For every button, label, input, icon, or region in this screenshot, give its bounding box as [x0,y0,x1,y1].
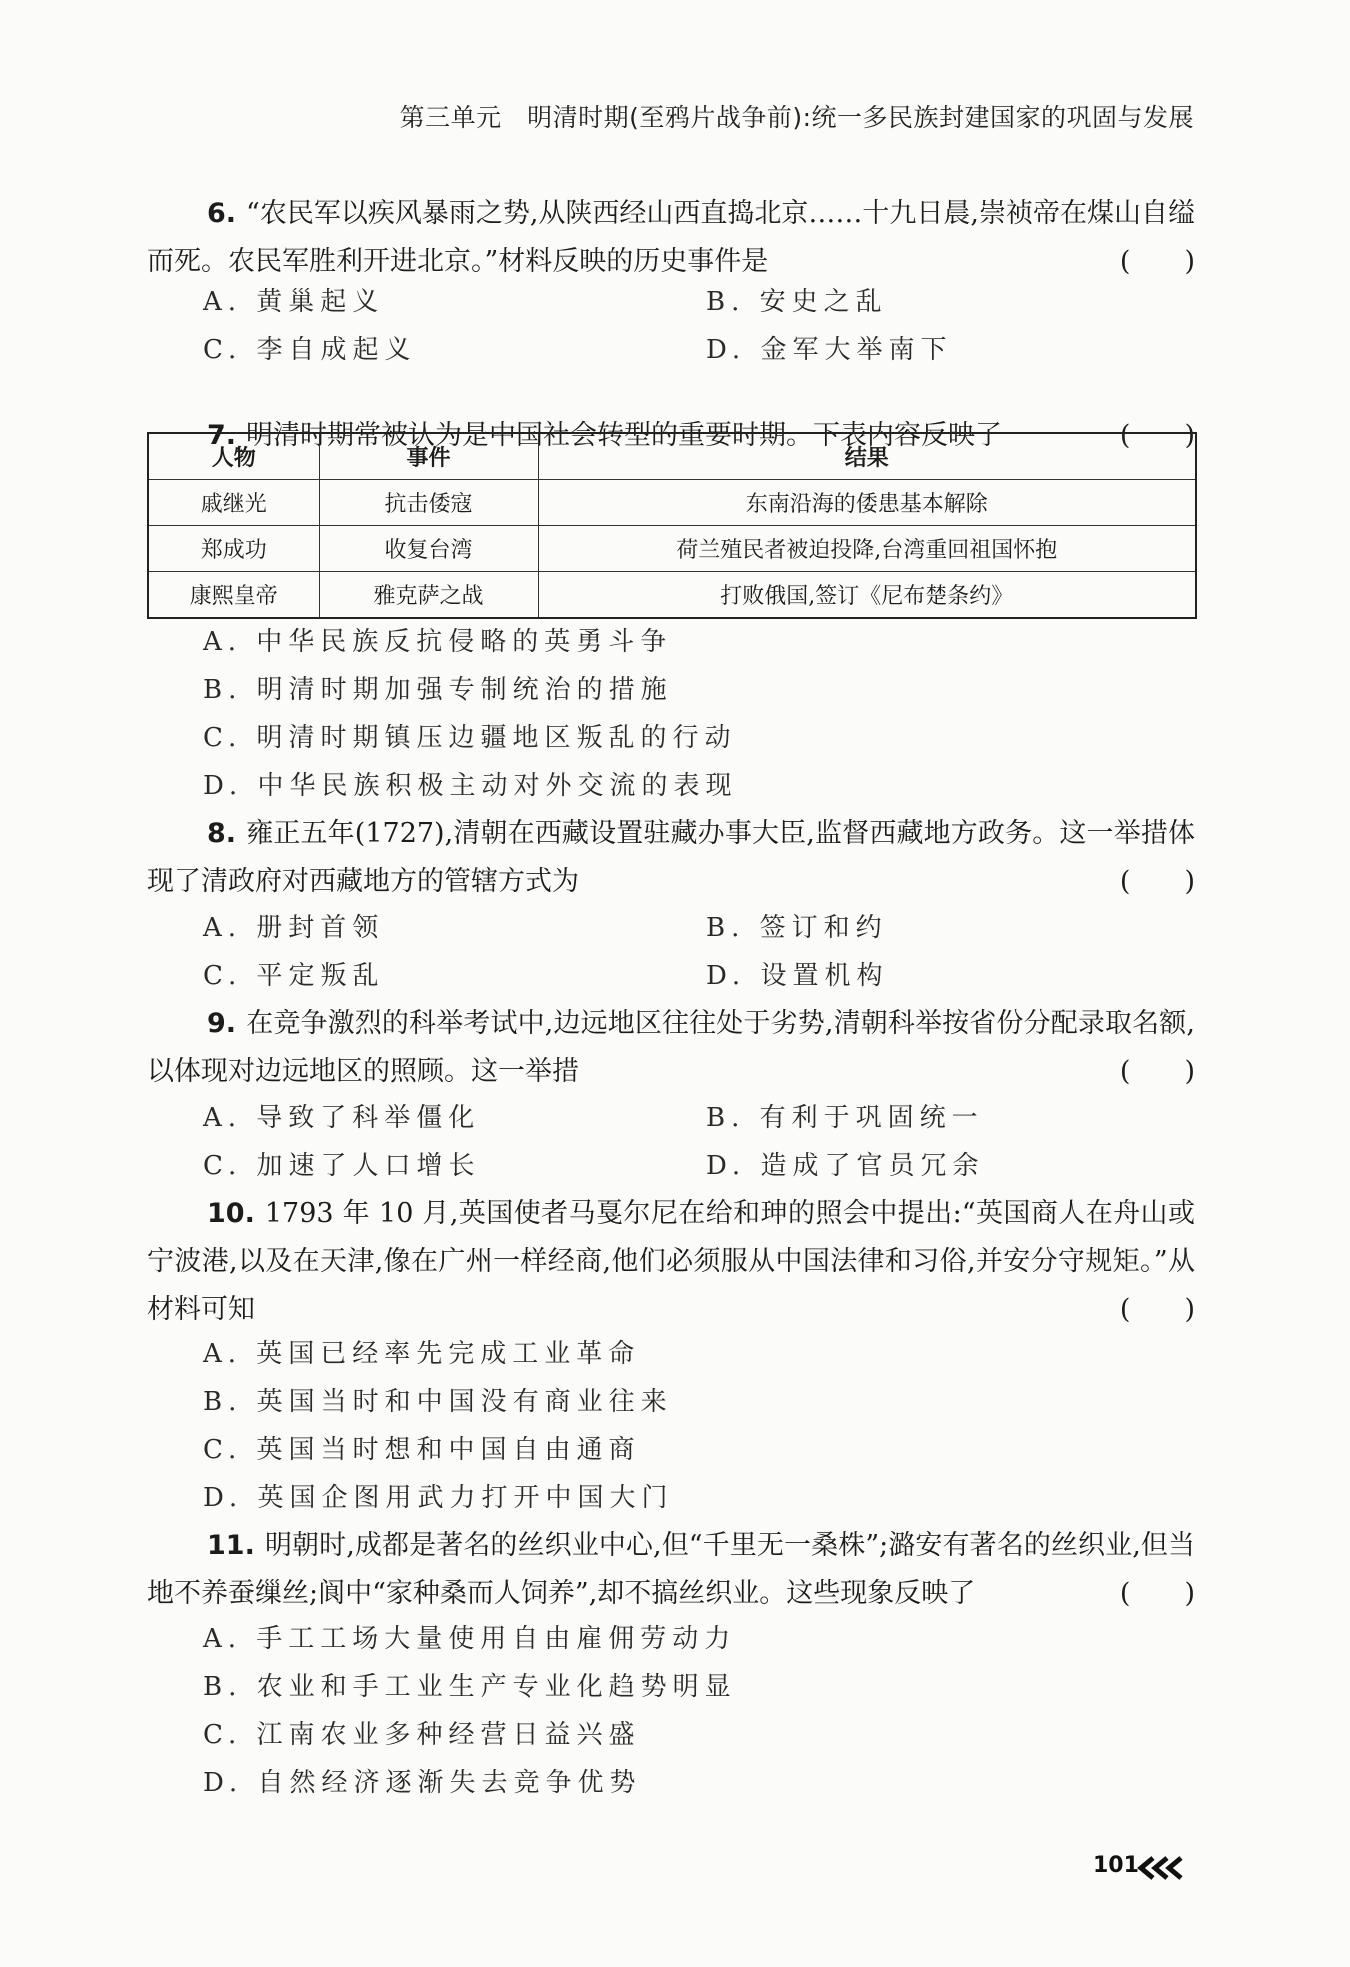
option-a: A. 册封首领 [203,913,385,943]
option-d: D. 中华民族积极主动对外交流的表现 [203,771,738,801]
table-cell: 东南沿海的倭患基本解除 [538,480,1196,526]
option-c: C. 明清时期镇压边疆地区叛乱的行动 [203,723,737,753]
table-header: 事件 [319,433,538,480]
question-number: 11. [207,1530,255,1561]
table-cell: 康熙皇帝 [148,572,319,619]
option-a: A. 中华民族反抗侵略的英勇斗争 [203,627,673,657]
option-a: A. 导致了科举僵化 [203,1103,481,1133]
question-text: 明朝时,成都是著名的丝织业中心,但“千里无一桑株”;潞安有著名的丝织业,但当地不养蚕缫丝;阆中“家种桑而人饲养”,却不搞丝织业。这些现象反映了 [147,1530,1195,1609]
question-8-options [203,904,1203,1000]
table-header-row [148,433,1196,480]
page-number: 101 [1093,1853,1139,1878]
option-d: D. 英国企图用武力打开中国大门 [203,1483,674,1513]
table-cell: 收复台湾 [319,526,538,572]
answer-bracket: ( ) [1119,420,1195,451]
table-row [148,480,1196,526]
question-11-options [203,1615,1203,1807]
option-b: B. 明清时期加强专制统治的措施 [203,675,673,705]
question-8-stem [147,810,1195,906]
table-row [148,526,1196,572]
question-6-stem [147,190,1195,286]
option-d: D. 造成了官员冗余 [706,1151,985,1181]
question-11-stem [147,1522,1195,1618]
table-cell: 抗击倭寇 [319,480,538,526]
question-7-options [203,618,1203,810]
option-c: C. 李自成起义 [203,335,417,365]
table-cell: 打败俄国,签订《尼布楚条约》 [538,572,1196,619]
answer-bracket: ( ) [1119,1294,1195,1325]
option-b: B. 有利于巩固统一 [706,1103,984,1133]
option-b: B. 签订和约 [706,913,888,943]
question-number: 10. [207,1198,255,1229]
question-text: 在竞争激烈的科举考试中,边远地区往往处于劣势,清朝科举按省份分配录取名额,以体现对边远地区的照顾。这一举措 [147,1008,1195,1087]
question-text: “农民军以疾风暴雨之势,从陕西经山西直捣北京……十九日晨,崇祯帝在煤山自缢而死。农民军胜利开进北京。”材料反映的历史事件是 [147,198,1196,277]
question-6 [147,190,1195,286]
question-text: 雍正五年(1727),清朝在西藏设置驻藏办事大臣,监督西藏地方政务。这一举措体现了清政府对西藏地方的管辖方式为 [147,818,1195,897]
answer-bracket: ( ) [1119,1056,1195,1087]
option-a: A. 手工工场大量使用自由雇佣劳动力 [203,1624,737,1654]
question-10 [147,1190,1195,1334]
question-text: 明清时期常被认为是中国社会转型的重要时期。下表内容反映了 [246,420,1003,451]
option-c: C. 江南农业多种经营日益兴盛 [203,1720,641,1750]
option-a: A. 英国已经率先完成工业革命 [203,1339,641,1369]
option-c: C. 加速了人口增长 [203,1151,481,1181]
question-number: 7. [207,420,237,451]
table-cell: 雅克萨之战 [319,572,538,619]
option-b: B. 安史之乱 [706,287,888,317]
question-9 [147,1000,1195,1096]
question-6-options [203,278,1203,374]
chevron-left-icon [1135,1856,1193,1880]
question-text: 1793 年 10 月,英国使者马戛尔尼在给和珅的照会中提出:“英国商人在舟山或宁波港,以及在天津,像在广州一样经商,他们必须服从中国法律和习俗,并安分守规矩。”从材料可知 [147,1198,1195,1325]
option-d: D. 设置机构 [706,961,889,991]
question-11 [147,1522,1195,1618]
option-c: C. 平定叛乱 [203,961,385,991]
question-number: 9. [207,1008,237,1039]
table-cell: 荷兰殖民者被迫投降,台湾重回祖国怀抱 [538,526,1196,572]
table-header: 人物 [148,433,319,480]
question-10-options [203,1330,1203,1522]
question-9-stem [147,1000,1195,1096]
table-row [148,572,1196,619]
option-a: A. 黄巢起义 [203,287,385,317]
question-number: 6. [207,198,237,229]
option-b: B. 英国当时和中国没有商业往来 [203,1387,673,1417]
answer-bracket: ( ) [1119,1578,1195,1609]
question-number: 8. [207,818,237,849]
table-cell: 戚继光 [148,480,319,526]
question-10-stem [147,1190,1195,1334]
option-d: D. 自然经济逐渐失去竞争优势 [203,1768,642,1798]
answer-bracket: ( ) [1119,866,1195,897]
option-d: D. 金军大举南下 [706,335,953,365]
question-8 [147,810,1195,906]
option-c: C. 英国当时想和中国自由通商 [203,1435,641,1465]
question-9-options [203,1094,1203,1190]
answer-bracket: ( ) [1119,246,1195,277]
option-b: B. 农业和手工业生产专业化趋势明显 [203,1672,737,1702]
table-cell: 郑成功 [148,526,319,572]
table-header: 结果 [538,433,1196,480]
events-table [147,432,1197,619]
running-header: 第三单元 明清时期(至鸦片战争前):统一多民族封建国家的巩固与发展 [399,103,1194,132]
